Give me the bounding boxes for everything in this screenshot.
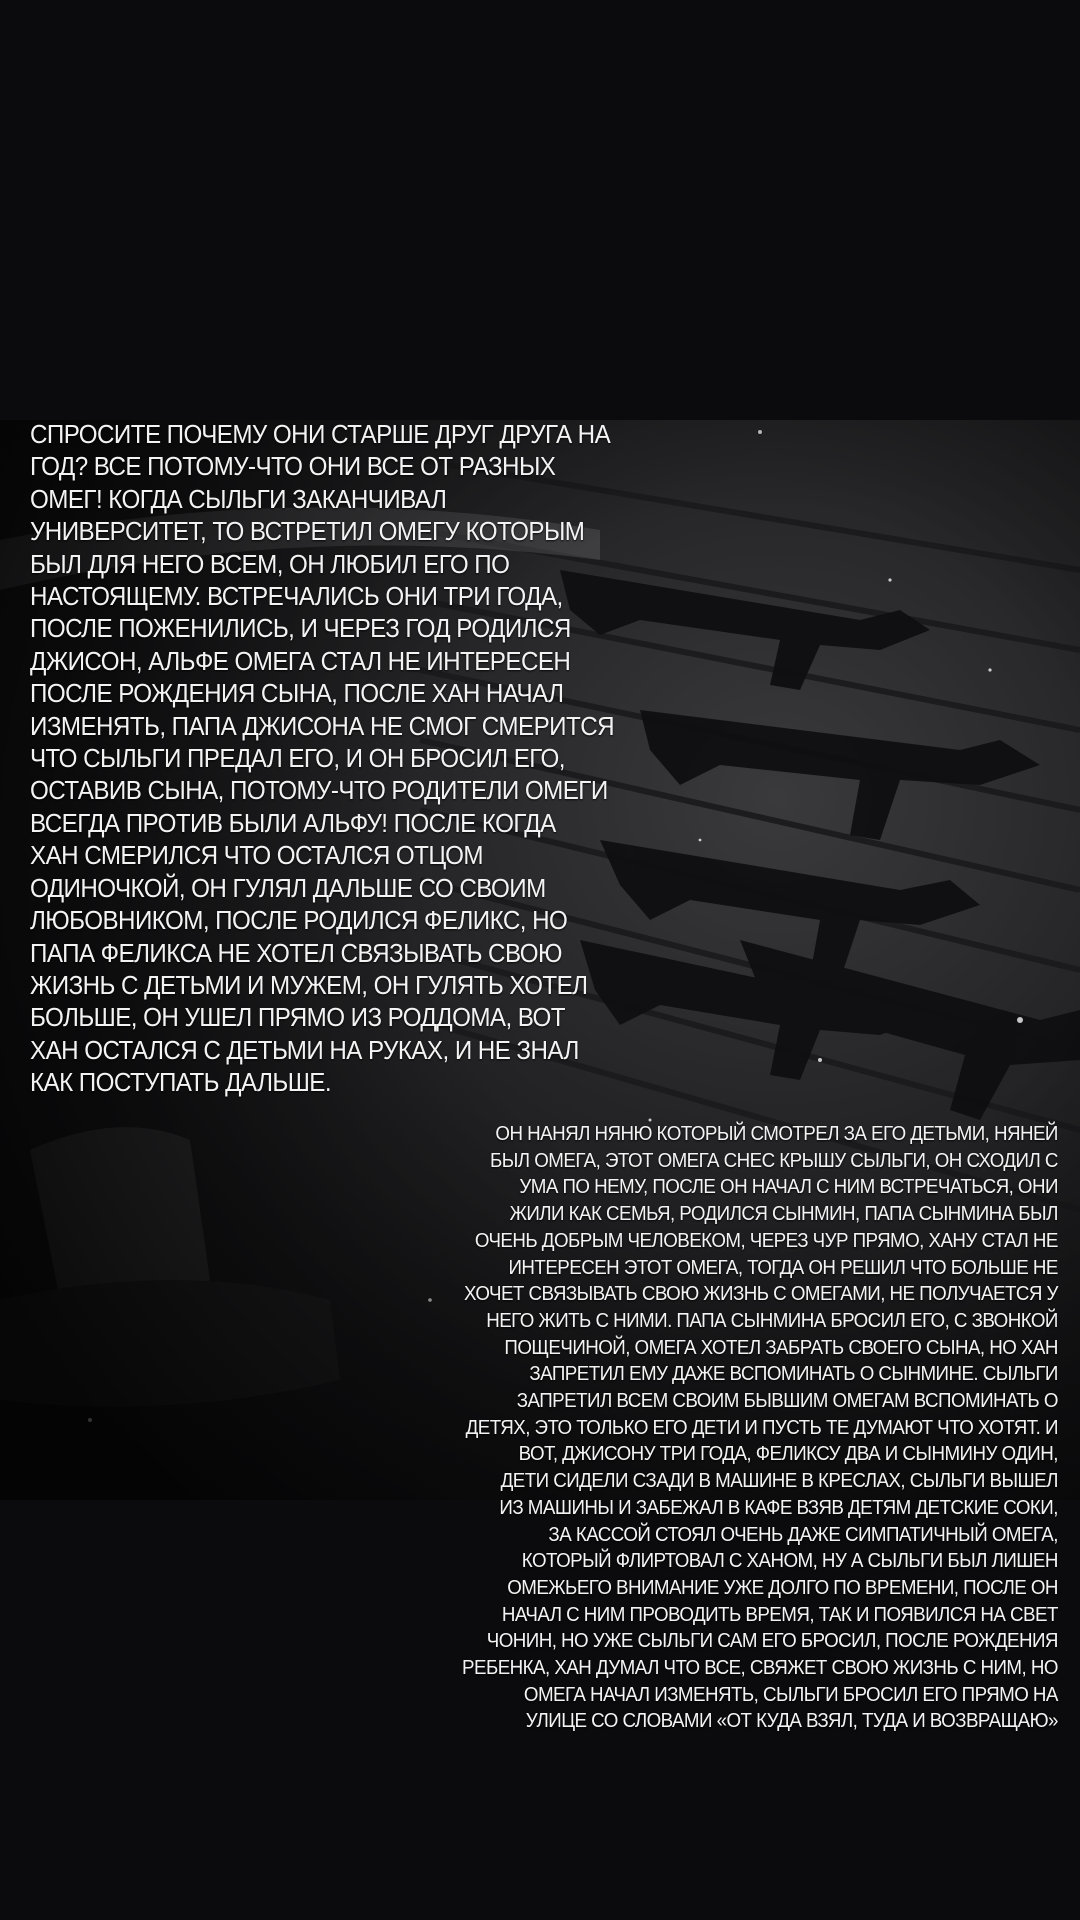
story-text-block-1: СПРОСИТЕ ПОЧЕМУ ОНИ СТАРШЕ ДРУГ ДРУГА НА ГОД? ВСЕ ПОТОМУ-ЧТО ОНИ ВСЕ ОТ РАЗНЫХ ОМЕГ! КОГДА СЫЛЬГИ ЗАКАНЧИВАЛ УНИВЕРСИТЕТ, ТО ВСТРЕТИЛ ОМЕГУ КОТОРЫМ БЫЛ ДЛЯ НЕГО ВСЕМ, ОН ЛЮБИЛ ЕГО ПО НАСТОЯЩЕМУ. ВСТРЕЧАЛИСЬ ОНИ ТРИ ГОДА, ПОСЛЕ ПОЖЕНИЛИСЬ, И ЧЕРЕЗ ГОД РОДИЛСЯ ДЖИСОН, АЛЬФЕ ОМЕГА СТАЛ НЕ ИНТЕРЕСЕН ПОСЛЕ РОЖДЕНИЯ СЫНА, ПОСЛЕ ХАН НАЧАЛ ИЗМЕНЯТЬ, ПАПА ДЖИСОНА НЕ СМОГ СМЕРИТСЯ ЧТО СЫЛЬГИ ПРЕДАЛ ЕГО, И ОН БРОСИЛ ЕГО, ОСТАВИВ СЫНА, ПОТОМУ-ЧТО РОДИТЕЛИ ОМЕГИ ВСЕГДА ПРОТИВ БЫЛИ АЛЬФУ! ПОСЛЕ КОГДА ХАН СМЕРИЛСЯ ЧТО ОСТАЛСЯ ОТЦОМ ОДИНОЧКОЙ, ОН ГУЛЯЛ ДАЛЬШЕ СО СВОИМ ЛЮБОВНИКОМ, ПОСЛЕ РОДИЛСЯ ФЕЛИКС, НО ПАПА ФЕЛИКСА НЕ ХОТЕЛ СВЯЗЫВАТЬ СВОЮ ЖИЗНЬ С ДЕТЬМИ И МУЖЕМ, ОН ГУЛЯТЬ ХОТЕЛ БОЛЬШЕ, ОН УШЕЛ ПРЯМО ИЗ РОДДОМА, ВОТ ХАН ОСТАЛСЯ С ДЕТЬМИ НА РУКАХ, И НЕ ЗНАЛ КАК ПОСТУПАТЬ ДАЛЬШЕ. <box>30 419 615 1098</box>
story-text-block-2: ОН НАНЯЛ НЯНЮ КОТОРЫЙ СМОТРЕЛ ЗА ЕГО ДЕТЬМИ, НЯНЕЙ БЫЛ ОМЕГА, ЭТОТ ОМЕГА СНЕС КРЫШУ СЫЛЬГИ, ОН СХОДИЛ С УМА ПО НЕМУ, ПОСЛЕ ОН НАЧАЛ С НИМ ВСТРЕЧАТЬСЯ, ОНИ ЖИЛИ КАК СЕМЬЯ, РОДИЛСЯ СЫНМИН, ПАПА СЫНМИНА БЫЛ ОЧЕНЬ ДОБРЫМ ЧЕЛОВЕКОМ, ЧЕРЕЗ ЧУР ПРЯМО, ХАНУ СТАЛ НЕ ИНТЕРЕСЕН ЭТОТ ОМЕГА, ТОГДА ОН РЕШИЛ ЧТО БОЛЬШЕ НЕ ХОЧЕТ СВЯЗЫВАТЬ СВОЮ ЖИЗНЬ С ОМЕГАМИ, НЕ ПОЛУЧАЕТСЯ У НЕГО ЖИТЬ С НИМИ. ПАПА СЫНМИНА БРОСИЛ ЕГО, С ЗВОНКОЙ ПОЩЕЧИНОЙ, ОМЕГА ХОТЕЛ ЗАБРАТЬ СВОЕГО СЫНА, НО ХАН ЗАПРЕТИЛ ЕМУ ДАЖЕ ВСПОМИНАТЬ О СЫНМИНЕ. СЫЛЬГИ ЗАПРЕТИЛ ВСЕМ СВОИМ БЫВШИМ ОМЕГАМ ВСПОМИНАТЬ О ДЕТЯХ, ЭТО ТОЛЬКО ЕГО ДЕТИ И ПУСТЬ ТЕ ДУМАЮТ ЧТО ХОТЯТ. И ВОТ, ДЖИСОНУ ТРИ ГОДА, ФЕЛИКСУ ДВА И СЫНМИНУ ОДИН, ДЕТИ СИДЕЛИ СЗАДИ В МАШИНЕ В КРЕСЛАХ, СЫЛЬГИ ВЫШЕЛ ИЗ МАШИНЫ И ЗАБЕЖАЛ В КАФЕ ВЗЯВ ДЕТЯМ ДЕТСКИЕ СОКИ, ЗА КАССОЙ СТОЯЛ ОЧЕНЬ ДАЖЕ СИМПАТИЧНЫЙ ОМЕГА, КОТОРЫЙ ФЛИРТОВАЛ С ХАНОМ, НУ А СЫЛЬГИ БЫЛ ЛИШЕН ОМЕЖЬЕГО ВНИМАНИЕ УЖЕ ДОЛГО ПО ВРЕМЕНИ, ПОСЛЕ ОН НАЧАЛ С НИМ ПРОВОДИТЬ ВРЕМЯ, ТАК И ПОЯВИЛСЯ НА СВЕТ ЧОНИН, НО УЖЕ СЫЛЬГИ САМ ЕГО БРОСИЛ, ПОСЛЕ РОЖДЕНИЯ РЕБЕНКА, ХАН ДУМАЛ ЧТО ВСЕ, СВЯЖЕТ СВОЮ ЖИЗНЬ С НИМ, НО ОМЕГА НАЧАЛ ИЗМЕНЯТЬ, СЫЛЬГИ БРОСИЛ ЕГО ПРЯМО НА УЛИЦЕ СО СЛОВАМИ «ОТ КУДА ВЗЯЛ, ТУДА И ВОЗВРАЩАЮ» <box>462 1122 1058 1733</box>
